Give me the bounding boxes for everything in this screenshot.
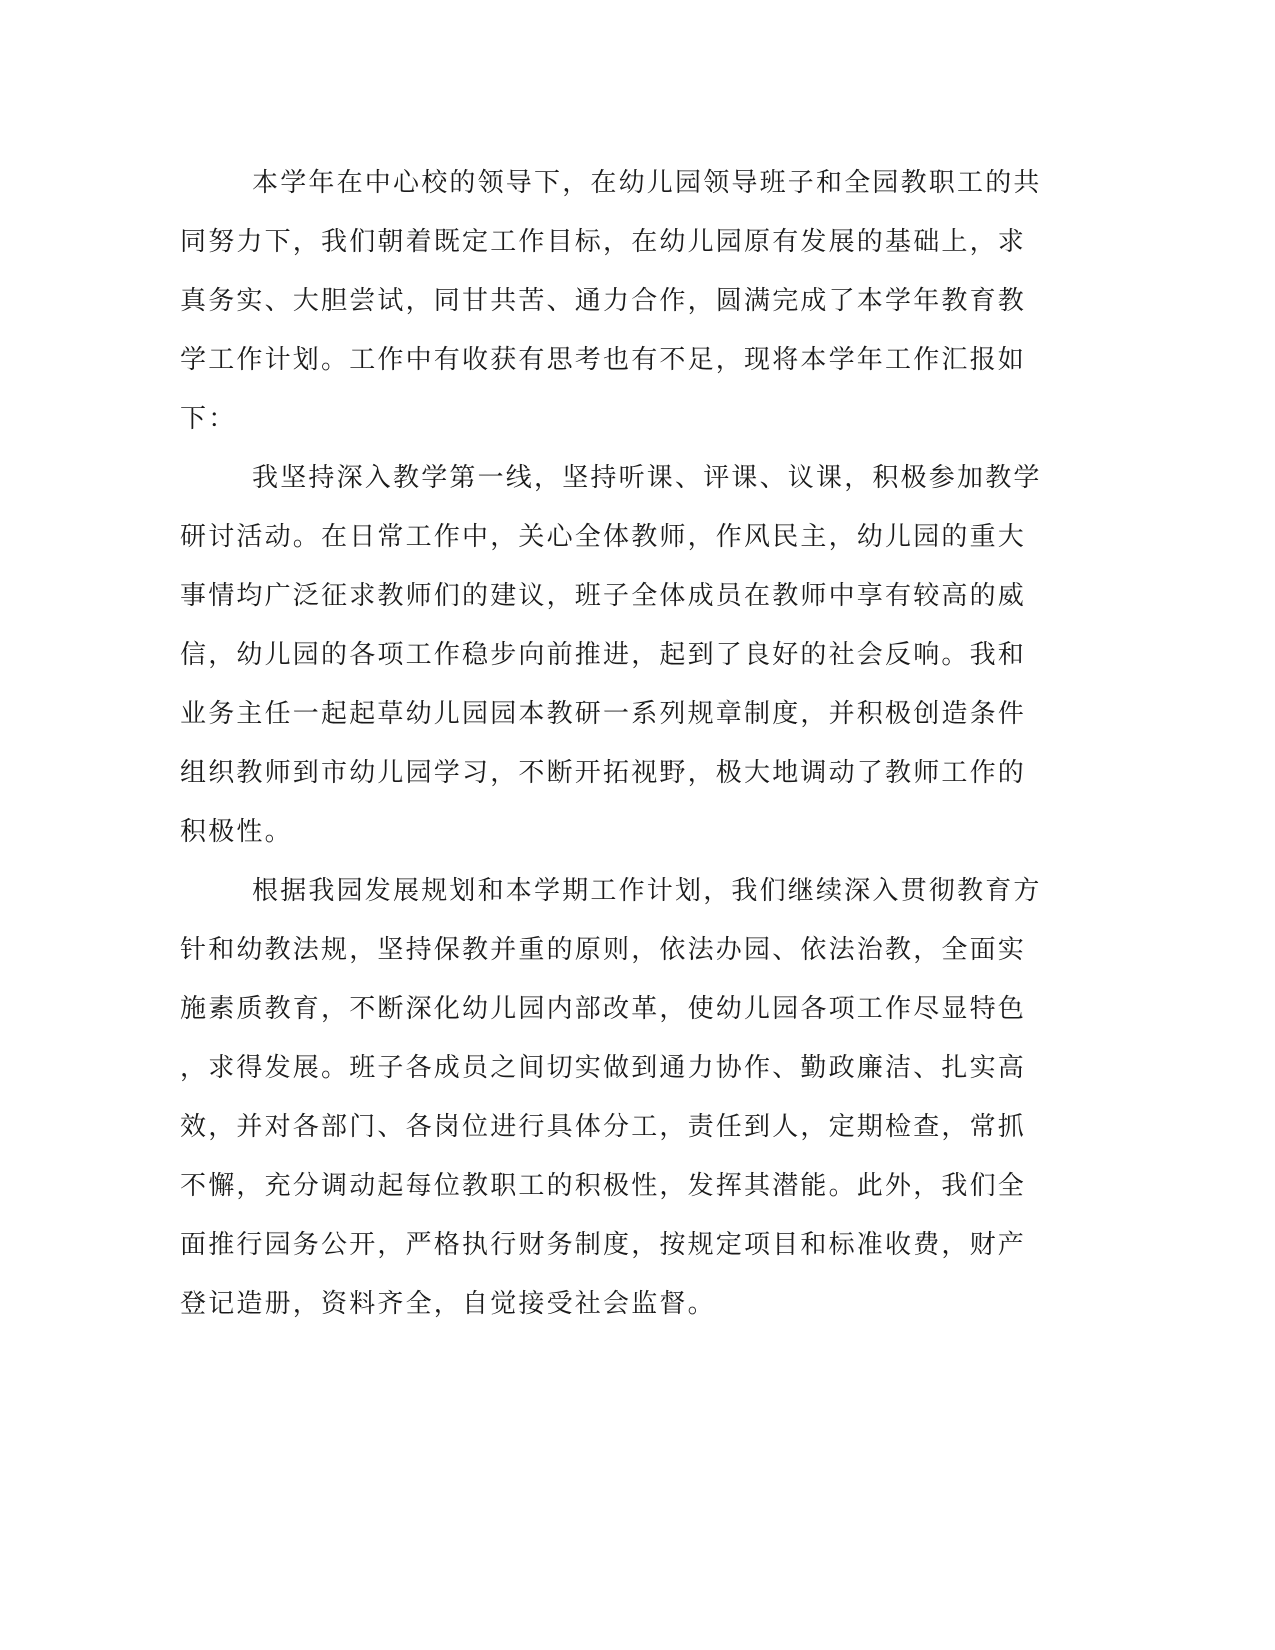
paragraph-line: 根据我园发展规划和本学期工作计划，我们继续深入贯彻教育方 xyxy=(252,876,1042,906)
paragraph-line: 下： xyxy=(180,404,237,434)
paragraph-line: 针和幼教法规，坚持保教并重的原则，依法办园、依法治教，全面实 xyxy=(180,935,1027,965)
paragraph-line: 不懈，充分调动起每位教职工的积极性，发挥其潜能。此外，我们全 xyxy=(180,1171,1027,1201)
paragraph-line: 学工作计划。工作中有收获有思考也有不足，现将本学年工作汇报如 xyxy=(180,345,1027,375)
paragraph-line: 登记造册，资料齐全，自觉接受社会监督。 xyxy=(180,1289,716,1319)
paragraph-line: 积极性。 xyxy=(180,817,293,847)
paragraph-line: ，求得发展。班子各成员之间切实做到通力协作、勤政廉洁、扎实高 xyxy=(180,1053,1027,1083)
paragraph-line: 我坚持深入教学第一线，坚持听课、评课、议课，积极参加教学 xyxy=(252,463,1042,493)
paragraph-line: 业务主任一起起草幼儿园园本教研一系列规章制度，并积极创造条件 xyxy=(180,699,1027,729)
paragraph-line: 本学年在中心校的领导下，在幼儿园领导班子和全园教职工的共 xyxy=(252,168,1042,198)
paragraph-1 xyxy=(180,154,1042,449)
paragraph-line: 施素质教育，不断深化幼儿园内部改革，使幼儿园各项工作尽显特色 xyxy=(180,994,1027,1024)
paragraph-line: 研讨活动。在日常工作中，关心全体教师，作风民主，幼儿园的重大 xyxy=(180,522,1027,552)
paragraph-line: 事情均广泛征求教师们的建议，班子全体成员在教师中享有较高的威 xyxy=(180,581,1027,611)
paragraph-line: 效，并对各部门、各岗位进行具体分工，责任到人，定期检查，常抓 xyxy=(180,1112,1027,1142)
paragraph-line: 真务实、大胆尝试，同甘共苦、通力合作，圆满完成了本学年教育教 xyxy=(180,286,1027,316)
paragraph-line: 面推行园务公开，严格执行财务制度，按规定项目和标准收费，财产 xyxy=(180,1230,1027,1260)
paragraph-3 xyxy=(180,862,1042,1334)
document-body xyxy=(180,154,1042,1334)
paragraph-line: 信，幼儿园的各项工作稳步向前推进，起到了良好的社会反响。我和 xyxy=(180,640,1027,670)
paragraph-line: 组织教师到市幼儿园学习，不断开拓视野，极大地调动了教师工作的 xyxy=(180,758,1027,788)
paragraph-2 xyxy=(180,449,1042,862)
paragraph-line: 同努力下，我们朝着既定工作目标，在幼儿园原有发展的基础上，求 xyxy=(180,227,1027,257)
